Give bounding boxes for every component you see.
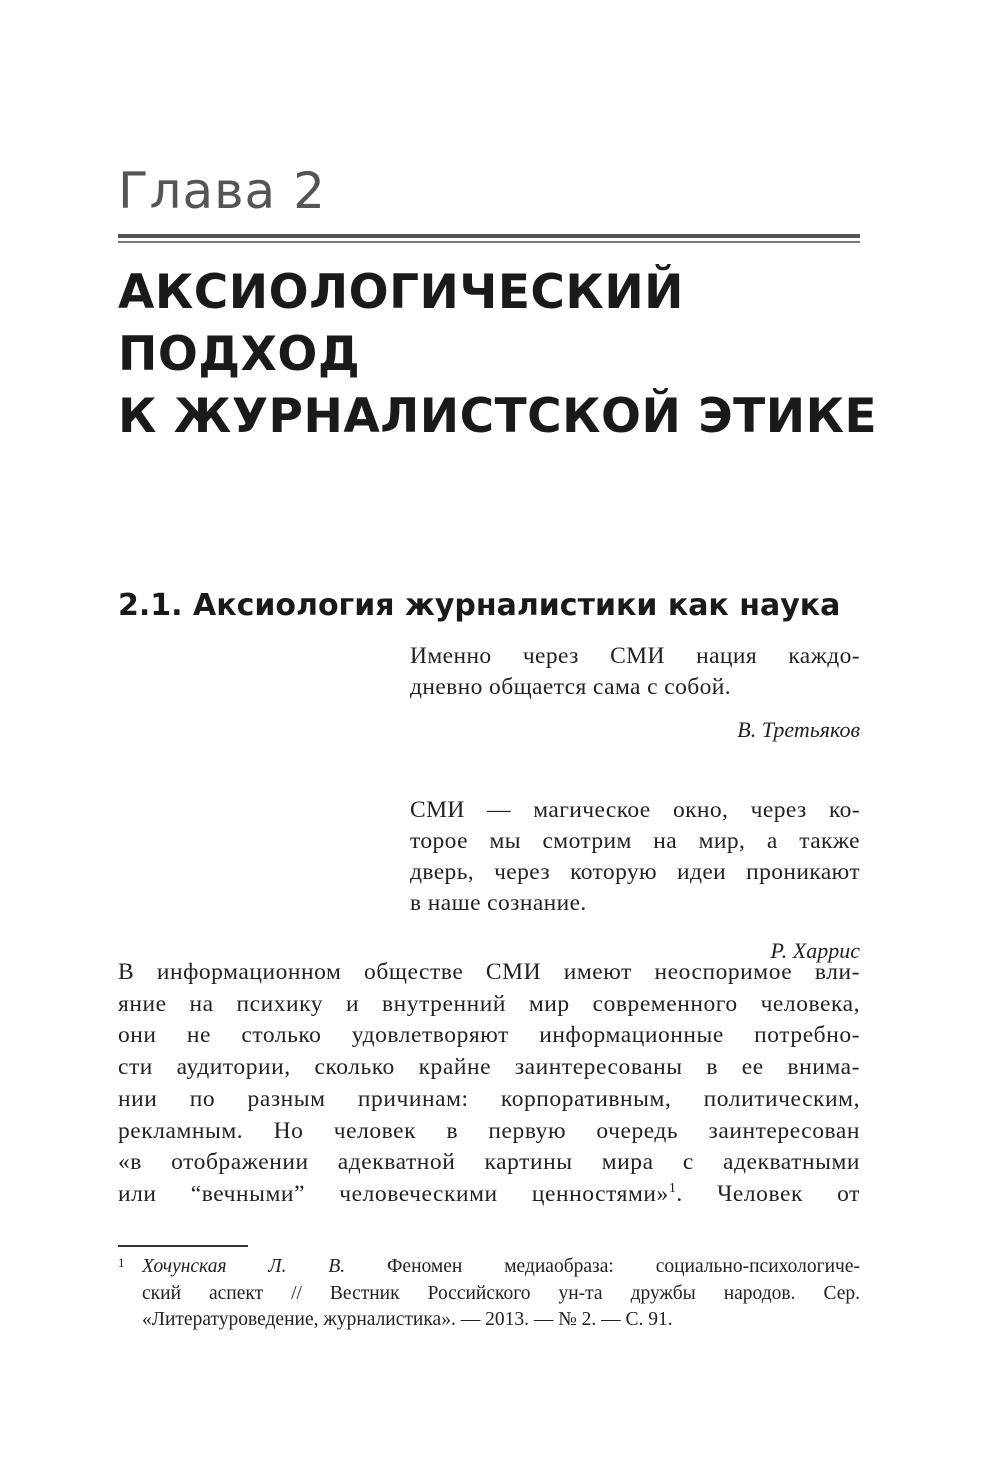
epigraph-line: дверь, через которую идеи проникают xyxy=(410,859,860,885)
body-line-text: . Человек от xyxy=(676,1180,860,1207)
chapter-title-line: ПОДХОД xyxy=(118,327,361,382)
body-line: В информационном обществе СМИ имеют неоспоримое вли- xyxy=(118,959,860,985)
footnote-line xyxy=(142,1254,860,1281)
chapter-title-line: АКСИОЛОГИЧЕСКИЙ xyxy=(118,265,685,320)
epigraph-quote xyxy=(410,795,860,919)
epigraph-line: дневно общается сама с собой. xyxy=(410,674,732,700)
body-line: «в отображении адекватной картины мира с адекватными xyxy=(118,1149,860,1176)
epigraph-line: СМИ — магическое окно, через ко- xyxy=(410,797,860,823)
body-line: яние на психику и внутренний мир современного человека, xyxy=(118,990,860,1017)
footnote-number: 1 xyxy=(118,1255,125,1270)
epigraph xyxy=(410,641,860,745)
body-line: они не столько удовлетворяют информационные потребно- xyxy=(118,1022,860,1049)
chapter-label: Глава 2 xyxy=(118,162,326,220)
footnote-line: «Литературоведение, журналистика». — 2013. — № 2. — С. 91. xyxy=(142,1309,673,1330)
footnote-line: ский аспект // Вестник Российского ун-та дружбы народов. Сер. xyxy=(142,1282,860,1304)
body-line: рекламным. Но человек в первую очередь заинтересован xyxy=(118,1117,860,1144)
body-line: нии по разным причинам: корпоративным, политическим, xyxy=(118,1085,860,1112)
epigraph-line: торое мы смотрим на мир, а также xyxy=(410,828,860,854)
divider-thin-line xyxy=(118,241,860,243)
epigraph-author: Р. Харрис xyxy=(770,938,860,963)
epigraph xyxy=(410,795,860,966)
footnote xyxy=(118,1254,860,1334)
chapter-divider xyxy=(118,234,860,243)
footnote-divider xyxy=(118,1245,248,1247)
footnote-body xyxy=(142,1254,860,1281)
divider-thick-line xyxy=(118,234,860,238)
footnote-author: Хочунская Л. В. xyxy=(142,1256,346,1277)
chapter-title-line: К ЖУРНАЛИСТСКОЙ ЭТИКЕ xyxy=(118,389,878,444)
body-paragraph xyxy=(118,957,860,1211)
footnote-reference[interactable]: 1 xyxy=(668,1181,677,1197)
section-title: 2.1. Аксиология журналистики как наука xyxy=(118,588,841,623)
chapter-title xyxy=(118,262,878,448)
epigraph-line: Именно через СМИ нация каждо- xyxy=(410,643,860,669)
epigraph-quote xyxy=(410,641,860,703)
body-line: сти аудитории, сколько крайне заинтересованы в ее внима- xyxy=(118,1054,860,1081)
epigraph-line: в наше сознание. xyxy=(410,890,587,916)
footnote-text: Феномен медиаобраза: социально-психологиче- xyxy=(345,1256,860,1277)
epigraph-author: В. Третьяков xyxy=(737,717,860,742)
body-line-text: или “вечными” человеческими ценностями» xyxy=(118,1180,669,1207)
body-line xyxy=(118,1179,860,1211)
